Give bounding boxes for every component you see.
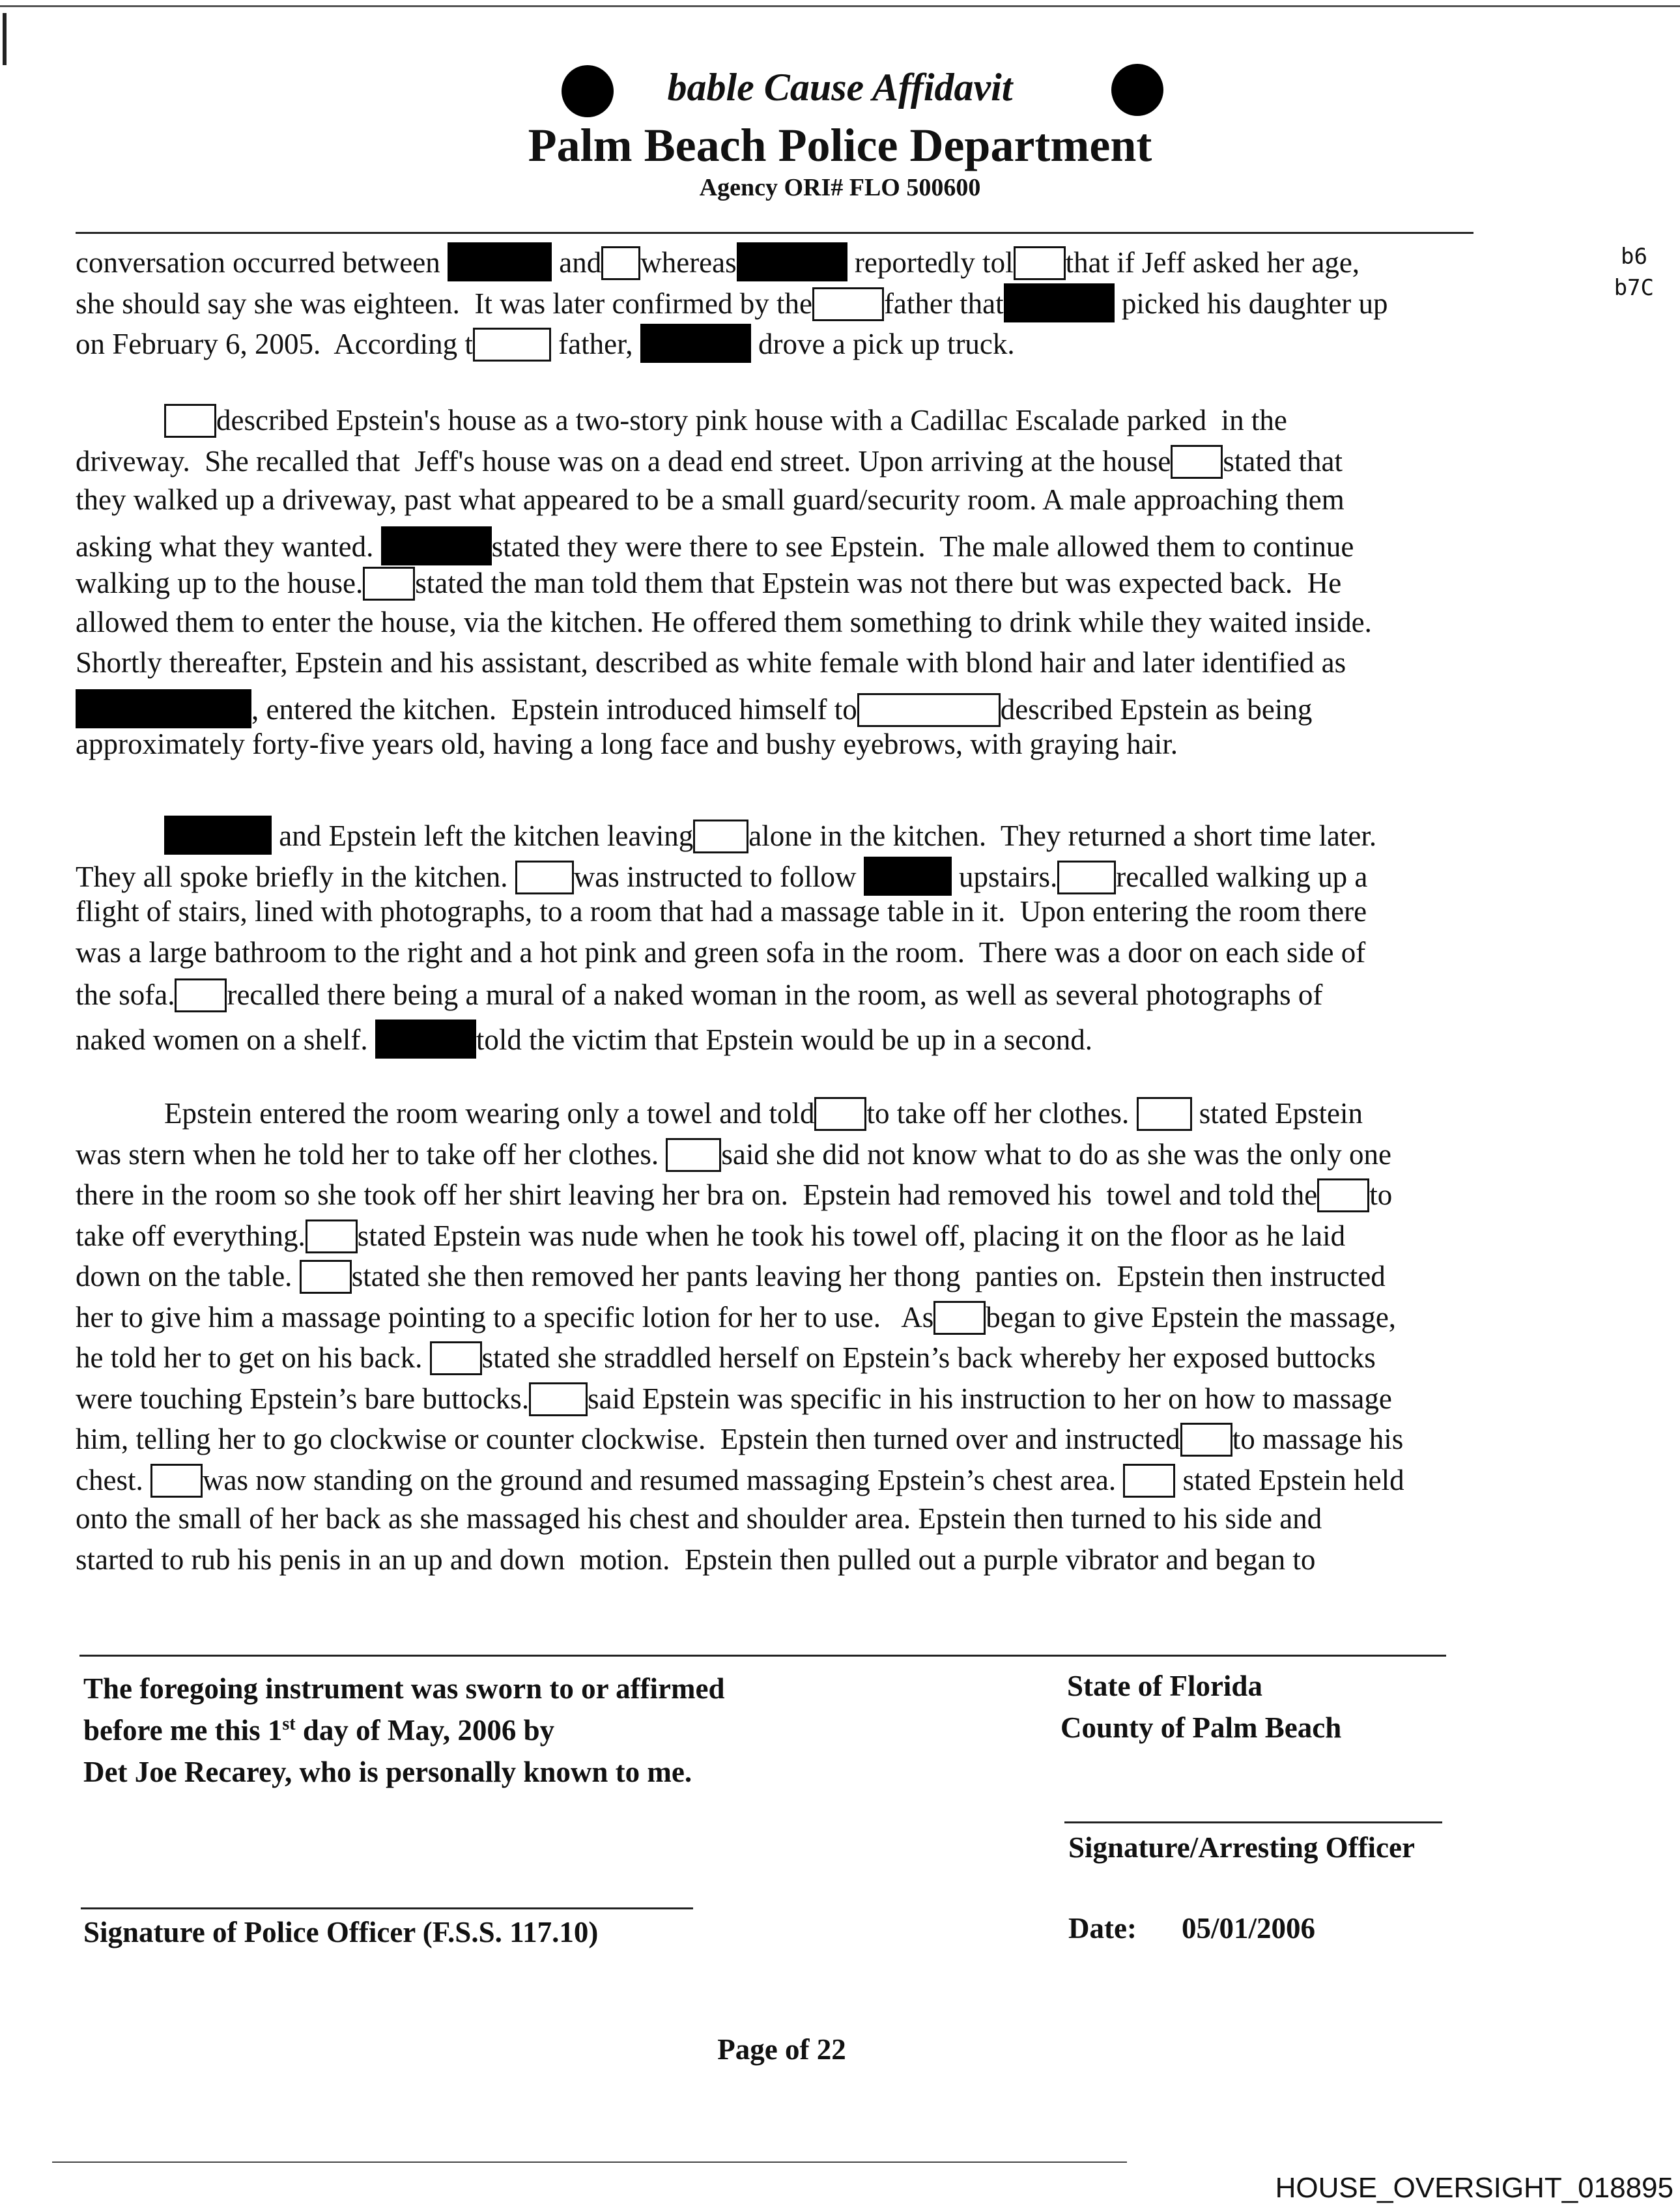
body-text-segment: she should say she was eighteen. It was later confirmed by the: [76, 287, 812, 320]
body-text-segment: Shortly thereafter, Epstein and his assistant, described as white female with blond hair and later identified as: [76, 646, 1346, 679]
body-line: [76, 897, 1367, 926]
redaction-box: [164, 404, 216, 438]
body-text-segment: stated Epstein was nude when he took his towel off, placing it on the floor as he laid: [357, 1219, 1346, 1252]
body-text-segment: was a large bathroom to the right and a hot pink and green sofa in the room. There was a door on each side of: [76, 935, 1366, 969]
redaction-box: [814, 1097, 866, 1131]
arresting-officer-signature-label: Signature/Arresting Officer: [1068, 1831, 1415, 1864]
redaction-box: [812, 287, 884, 321]
body-text-segment: said she did not know what to do as she was the only one: [721, 1137, 1392, 1171]
body-text-segment: stated she straddled herself on Epstein’s back whereby her exposed buttocks: [481, 1341, 1376, 1374]
body-text-segment: asking what they wanted.: [76, 530, 381, 563]
body-text-segment: conversation occurred between: [76, 246, 448, 279]
footer-rule: [79, 1655, 1446, 1657]
body-text-segment: walking up to the house.: [76, 567, 363, 599]
body-text-segment: on February 6, 2005. According t: [76, 328, 473, 360]
redaction-box: [933, 1301, 986, 1335]
body-line: [76, 1097, 1363, 1131]
redaction-box: [1171, 445, 1223, 479]
redaction-bar: [375, 1020, 476, 1059]
body-text-segment: father that: [883, 287, 1004, 320]
body-text-segment: drove a pick up truck.: [750, 328, 1015, 360]
body-line: [76, 526, 1354, 565]
redaction-box: [1057, 861, 1116, 894]
body-text-segment: alone in the kitchen. They returned a short time later.: [748, 820, 1377, 852]
body-text-segment: driveway. She recalled that Jeff's house was on a dead end street. Upon arriving at the house: [76, 444, 1171, 478]
body-line: [76, 1545, 1315, 1575]
body-text-segment: onto the small of her back as she massaged his chest and shoulder area. Epstein then turned to his side and: [76, 1502, 1322, 1535]
sworn-statement-line-2: [83, 1713, 554, 1747]
body-line: [76, 242, 1360, 281]
sworn-line2-post: day of May, 2006 by: [295, 1714, 555, 1747]
sworn-statement-line-3: Det Joe Recarey, who is personally known to me.: [83, 1756, 692, 1788]
body-line: [76, 1178, 1392, 1212]
body-line: [76, 404, 1287, 438]
redaction-box: [1014, 246, 1066, 280]
body-text-segment: take off everything.: [76, 1219, 306, 1252]
body-line: [76, 1341, 1376, 1375]
body-text-segment: down on the table.: [76, 1260, 300, 1292]
sworn-line2-pre: before me this 1: [83, 1714, 283, 1747]
body-line: [76, 605, 1372, 638]
body-text-segment: they walked up a driveway, past what appeared to be a small guard/security room. A male approaching them: [76, 483, 1345, 516]
body-text-segment: he told her to get on his back.: [76, 1341, 430, 1374]
body-text-segment: upstairs.: [951, 860, 1058, 893]
body-text-segment: stated that: [1223, 444, 1343, 478]
body-line: [76, 978, 1322, 1012]
body-text-segment: father,: [550, 328, 640, 360]
header-rule: [76, 232, 1474, 234]
county-label: County of Palm Beach: [1061, 1711, 1342, 1744]
redaction-box: [666, 1138, 721, 1172]
body-text-segment: stated Epstein: [1191, 1097, 1363, 1130]
body-text-segment: said Epstein was specific in his instruction to her on how to massage: [588, 1382, 1392, 1415]
body-line: [76, 485, 1345, 515]
redaction-box: [306, 1220, 358, 1253]
body-line: [76, 1423, 1403, 1457]
body-text-segment: was now standing on the ground and resumed massaging Epstein’s chest area.: [202, 1463, 1124, 1496]
body-text-segment: naked women on a shelf.: [76, 1023, 375, 1056]
body-text-segment: started to rub his penis in an up and down motion. Epstein then pulled out a purple vibrator and began to: [76, 1543, 1316, 1576]
redaction-box: [300, 1260, 352, 1294]
document-type-title: bable Cause Affidavit: [667, 66, 1013, 109]
redaction-bar: [864, 857, 952, 896]
body-text-segment: told the victim that Epstein would be up in a second.: [476, 1023, 1092, 1056]
body-text-segment: to take off her clothes.: [866, 1097, 1137, 1130]
body-text-segment: began to give Epstein the massage,: [986, 1300, 1397, 1334]
body-text-segment: picked his daughter up: [1114, 287, 1388, 320]
redaction-box: [515, 861, 574, 894]
body-text-segment: recalled there being a mural of a naked woman in the room, as well as several photographs of: [227, 978, 1323, 1011]
redaction-box: [150, 1464, 203, 1498]
sworn-statement-line-1: The foregoing instrument was sworn to or affirmed: [83, 1672, 725, 1705]
body-text-segment: to massage his: [1232, 1423, 1404, 1455]
redaction-box: [529, 1382, 588, 1416]
body-text-segment: and: [551, 246, 602, 279]
police-signature-line: [81, 1907, 693, 1909]
redaction-bar: [164, 816, 272, 855]
body-text-segment: and Epstein left the kitchen leaving: [272, 820, 694, 852]
body-text-segment: to: [1369, 1178, 1393, 1211]
redaction-box: [601, 246, 640, 280]
date-value: 05/01/2006: [1182, 1912, 1316, 1945]
body-line: [76, 689, 1312, 728]
date-label: Date:: [1068, 1912, 1137, 1945]
redaction-bar: [640, 324, 751, 363]
redaction-box: [363, 567, 415, 601]
body-text-segment: was stern when he told her to take off her clothes.: [76, 1137, 666, 1171]
body-line: [76, 730, 1178, 759]
body-text-segment: was instructed to follow: [573, 860, 864, 893]
body-line: [76, 1382, 1392, 1416]
body-text-segment: Epstein entered the room wearing only a towel and told: [164, 1097, 815, 1130]
body-text-segment: stated she then removed her pants leaving her thong panties on. Epstein then instructed: [351, 1260, 1386, 1292]
redaction-bar: [76, 689, 251, 728]
body-line: [76, 283, 1388, 322]
redaction-box: [473, 328, 551, 362]
redaction-bar: [1004, 283, 1115, 322]
redaction-box: [430, 1341, 482, 1375]
body-line: [76, 1301, 1396, 1335]
state-label: State of Florida: [1067, 1670, 1262, 1702]
body-line: [76, 567, 1341, 601]
body-line: [76, 1504, 1322, 1533]
body-line: [76, 1260, 1386, 1294]
body-text-segment: described Epstein's house as a two-story pink house with a Cadillac Escalade parked in the: [216, 404, 1287, 436]
redaction-box: [693, 820, 748, 853]
margin-code-b7c: b7C: [1614, 275, 1654, 301]
body-text-segment: stated they were there to see Epstein. The male allowed them to continue: [491, 530, 1354, 563]
redaction-bar: [448, 242, 552, 281]
body-text-segment: , entered the kitchen. Epstein introduced himself to: [251, 692, 857, 726]
body-text-segment: reportedly tol: [847, 246, 1014, 279]
arresting-signature-line: [1064, 1821, 1442, 1823]
bates-number: HOUSE_OVERSIGHT_018895: [1275, 2172, 1673, 2204]
body-text-segment: approximately forty-five years old, having a long face and bushy eyebrows, with graying hair.: [76, 728, 1178, 760]
body-text-segment: whereas: [640, 246, 737, 279]
body-line: [76, 857, 1367, 896]
redaction-box: [175, 978, 227, 1012]
body-text-segment: the sofa.: [76, 978, 175, 1011]
body-text-segment: there in the room so she took off her shirt leaving her bra on. Epstein had removed his towel and told the: [76, 1178, 1318, 1211]
police-officer-signature-label: Signature of Police Officer (F.S.S. 117.10): [83, 1916, 599, 1948]
body-text-segment: They all spoke briefly in the kitchen.: [76, 860, 515, 893]
body-text-segment: recalled walking up a: [1116, 860, 1368, 893]
body-text-segment: stated the man told them that Epstein was not there but was expected back. He: [415, 567, 1342, 599]
body-line: [76, 445, 1343, 479]
agency-ori: Agency ORI# FLO 500600: [699, 174, 981, 201]
body-line: [76, 648, 1346, 678]
body-text-segment: that if Jeff asked her age,: [1065, 246, 1360, 279]
body-line: [76, 1020, 1092, 1059]
scan-edge-top: [0, 5, 1680, 7]
body-text-segment: stated Epstein held: [1175, 1463, 1404, 1496]
margin-code-b6: b6: [1621, 244, 1647, 270]
redaction-box: [1317, 1178, 1369, 1212]
body-text-segment: flight of stairs, lined with photographs, to a room that had a massage table in it. Upon entering the room there: [76, 895, 1367, 928]
redaction-bar: [737, 242, 847, 281]
bottom-scan-line: [52, 2161, 1127, 2163]
body-line: [76, 324, 1015, 363]
redaction-box: [857, 693, 1001, 727]
body-text-segment: allowed them to enter the house, via the kitchen. He offered them something to drink while they waited inside.: [76, 605, 1372, 638]
body-line: [76, 816, 1376, 855]
body-line: [76, 1220, 1345, 1253]
page-number: Page of 22: [717, 2033, 846, 2066]
body-text-segment: described Epstein as being: [1000, 692, 1313, 726]
body-line: [76, 935, 1366, 969]
redaction-box: [1137, 1097, 1192, 1131]
redaction-box: [1123, 1464, 1175, 1498]
redaction-bar: [381, 526, 492, 565]
department-title: Palm Beach Police Department: [528, 119, 1152, 171]
body-text-segment: were touching Epstein’s bare buttocks.: [76, 1382, 530, 1415]
body-line: [76, 1464, 1404, 1498]
redaction-box: [1180, 1423, 1232, 1457]
body-text-segment: chest.: [76, 1463, 150, 1496]
body-text-segment: her to give him a massage pointing to a specific lotion for her to use. As: [76, 1300, 934, 1334]
body-text-segment: him, telling her to go clockwise or counter clockwise. Epstein then turned over and instructed: [76, 1423, 1180, 1455]
body-line: [76, 1138, 1391, 1172]
scan-edge-left: [3, 13, 7, 65]
sworn-line2-sup: st: [282, 1714, 296, 1734]
